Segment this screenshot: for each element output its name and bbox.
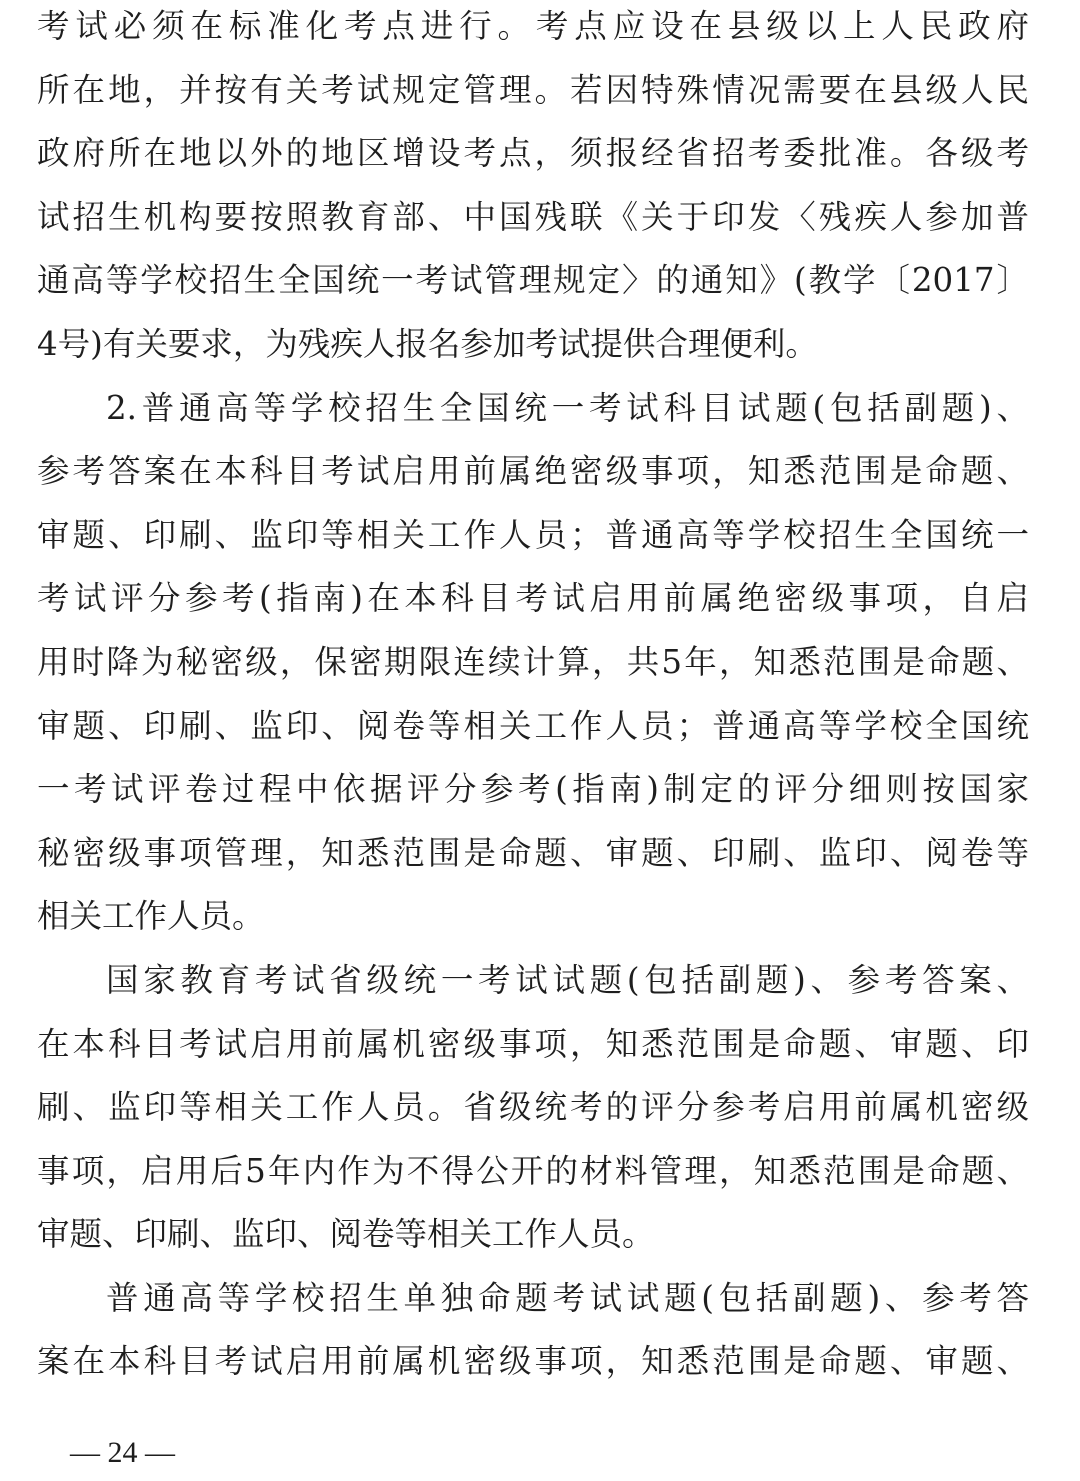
text-line: 案在本科目考试启用前属机密级事项，知悉范围是命题、审题、 <box>37 1342 1029 1381</box>
text-line: 所在地，并按有关考试规定管理。若因特殊情况需要在县级人民 <box>37 70 1029 109</box>
text-line: 试招生机构要按照教育部、中国残联《关于印发〈残疾人参加普 <box>37 197 1029 236</box>
text-line: 审题、印刷、监印等相关工作人员；普通高等学校招生全国统一 <box>37 515 1029 554</box>
text-line: 审题、印刷、监印、阅卷等相关工作人员；普通高等学校全国统 <box>37 706 1029 745</box>
page-number: — 24 — <box>70 1436 175 1469</box>
text-line: 秘密级事项管理，知悉范围是命题、审题、印刷、监印、阅卷等 <box>37 833 1029 872</box>
text-line: 4号)有关要求，为残疾人报名参加考试提供合理便利。 <box>37 324 818 363</box>
text-line: 参考答案在本科目考试启用前属绝密级事项，知悉范围是命题、 <box>37 452 1029 491</box>
body-text <box>37 0 1029 1399</box>
text-line: 相关工作人员。 <box>37 897 265 936</box>
text-line: 审题、印刷、监印、阅卷等相关工作人员。 <box>37 1215 655 1254</box>
text-line: 一考试评卷过程中依据评分参考(指南)制定的评分细则按国家 <box>37 770 1029 809</box>
text-line: 刷、监印等相关工作人员。省级统考的评分参考启用前属机密级 <box>37 1088 1029 1127</box>
text-line: 考试评分参考(指南)在本科目考试启用前属绝密级事项，自启 <box>37 579 1029 618</box>
text-line: 通高等学校招生全国统一考试管理规定〉的通知》(教学〔2017〕 <box>37 261 1029 300</box>
text-line: 在本科目考试启用前属机密级事项，知悉范围是命题、审题、印 <box>37 1024 1029 1063</box>
text-line: 普通高等学校招生单独命题考试试题(包括副题)、参考答 <box>106 1278 1029 1317</box>
text-line: 2.普通高等学校招生全国统一考试科目试题(包括副题)、 <box>106 388 1029 427</box>
text-line: 国家教育考试省级统一考试试题(包括副题)、参考答案、 <box>106 960 1029 999</box>
text-line: 考试必须在标准化考点进行。考点应设在县级以上人民政府 <box>37 7 1029 45</box>
text-line: 用时降为秘密级，保密期限连续计算，共5年，知悉范围是命题、 <box>37 642 1029 681</box>
text-line: 政府所在地以外的地区增设考点，须报经省招考委批准。各级考 <box>37 134 1029 173</box>
text-line: 事项，启用后5年内作为不得公开的材料管理，知悉范围是命题、 <box>37 1151 1029 1190</box>
